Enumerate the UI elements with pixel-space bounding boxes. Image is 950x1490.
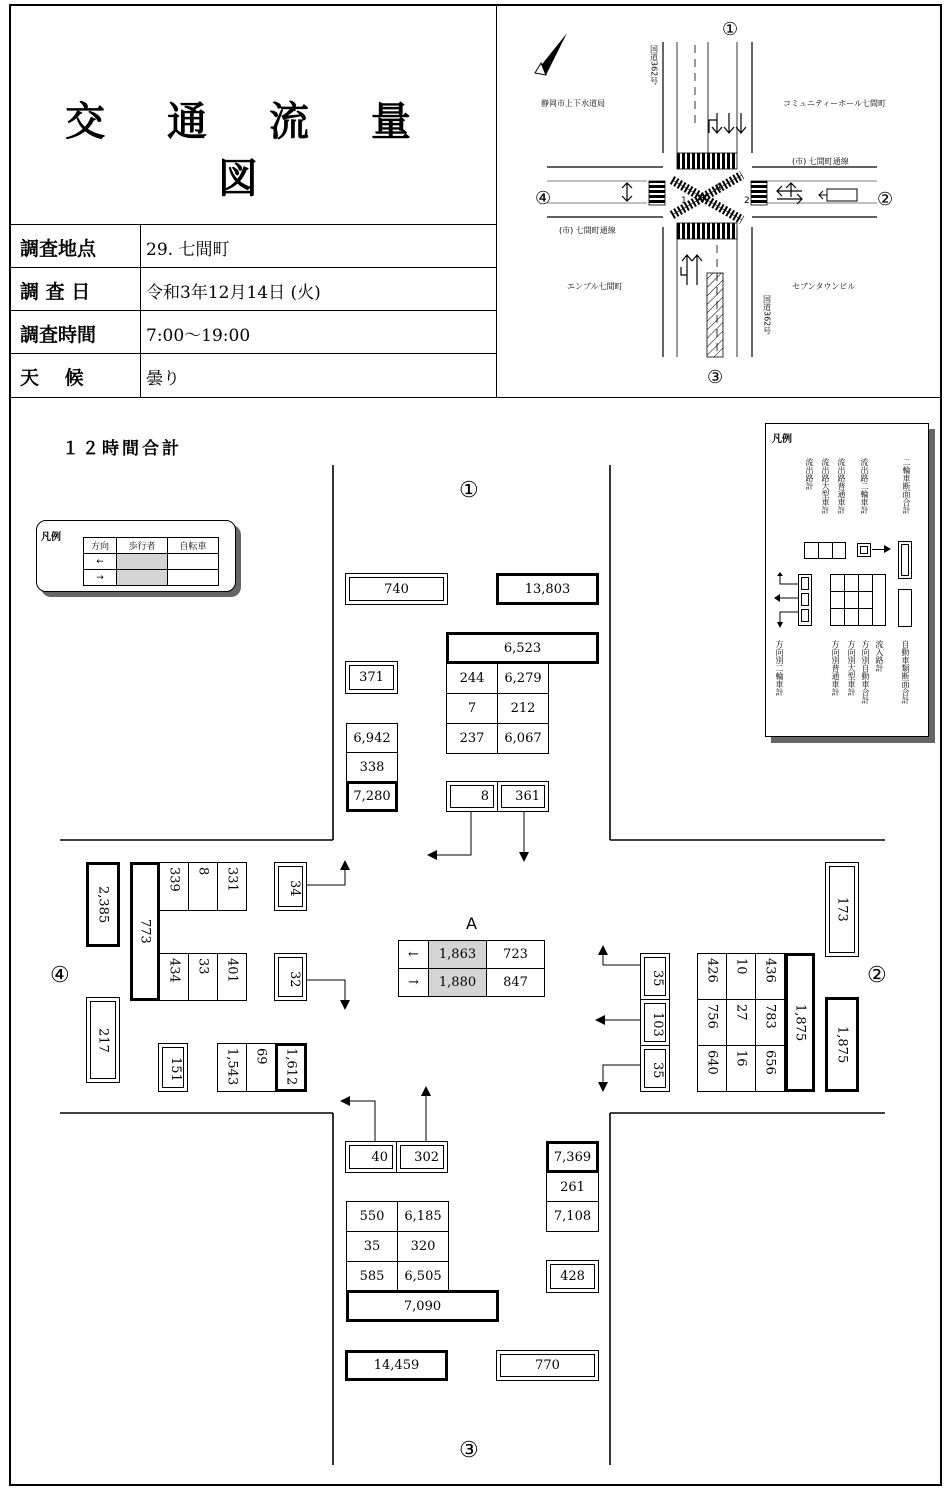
vlegend-bottom-3: 方向別自動車合計 (861, 640, 870, 704)
west-section-auto: 2,385 (86, 862, 120, 947)
north-out-normal: 740 (345, 573, 448, 605)
ped-row1-dir: ← (398, 940, 429, 969)
node-label: A (466, 914, 477, 933)
map-bldg-nw: 静岡市上下水道局 (541, 99, 605, 108)
map-circle-3: ③ (707, 367, 724, 388)
vlegend-bottom-2: 方向別大型車計 (847, 640, 856, 696)
north-grid-0-0: 244 (446, 663, 498, 694)
vlegend-bottom-4: 流入路計 (875, 640, 884, 672)
vlegend-dir-arrows-icon (774, 572, 800, 630)
vlegend-arrowhead-icon (884, 545, 891, 553)
east-two-dir-1: 103 (640, 999, 670, 1046)
map-bldg-se: セブンタウンビル (792, 282, 856, 291)
south-section-two: 770 (496, 1350, 599, 1381)
east-section-auto: 1,875 (825, 997, 859, 1092)
east-two-dir-2: 35 (640, 1045, 670, 1092)
west-grid-bottom-1: 33 (188, 953, 218, 1001)
ped-legend-title: 凡例 (41, 532, 61, 543)
east-grid-2-0: 640 (697, 1045, 727, 1092)
west-grid-top-1: 8 (188, 862, 218, 911)
west-outflow-total: 1,612 (275, 1043, 307, 1092)
ped-legend-r1: ← (84, 554, 117, 570)
map-circle-1: ① (722, 19, 739, 40)
north-grid-1-0: 7 (446, 693, 498, 724)
info-label-weather: 天 候 (20, 367, 84, 389)
info-value-weather: 曇り (146, 369, 180, 389)
east-section-two: 173 (825, 862, 859, 957)
vlegend-outflow-boxes (804, 542, 846, 559)
map-bldg-sw: エンブル七間町 (567, 282, 623, 291)
west-two-bottom: 32 (274, 953, 307, 1001)
east-grid-1-2: 783 (755, 999, 785, 1046)
west-grid-top-0: 339 (159, 862, 189, 911)
map-bldg-ne: コミュニティーホール七間町 (783, 99, 887, 108)
north-two-dir-1: 361 (497, 781, 549, 812)
ped-legend-r2-ped (117, 570, 168, 586)
ped-row2-ped: 1,880 (428, 968, 487, 997)
east-grid-1-1: 27 (726, 999, 756, 1046)
ped-row1-ped: 1,863 (428, 940, 487, 969)
east-grid-0-2: 436 (755, 953, 785, 1000)
east-grid-2-2: 656 (755, 1045, 785, 1092)
ped-legend-table (83, 537, 219, 586)
map-circle-2: ② (877, 189, 894, 210)
east-in-total: 1,875 (785, 953, 815, 1092)
south-grid-0-0: 550 (346, 1201, 398, 1232)
map-route-top: 国道362号 (649, 45, 659, 85)
vlegend-top-4: 二輪車断面合計 (902, 458, 911, 514)
north-two-dir-0: 8 (446, 781, 498, 812)
west-outflow-normal: 1,543 (217, 1043, 247, 1092)
approach-3-label: ③ (459, 1438, 479, 1463)
info-value-time: 7:00～19:00 (146, 326, 251, 346)
ped-legend-r1-ped (117, 554, 168, 570)
east-grid-1-0: 756 (697, 999, 727, 1046)
south-grid-2-1: 6,505 (397, 1261, 449, 1292)
south-outflow-total: 7,369 (546, 1141, 599, 1173)
ped-legend-r2-bike (168, 570, 219, 586)
ped-legend-h-dir: 方向 (84, 538, 117, 554)
ped-legend-r2: → (84, 570, 117, 586)
north-grid-0-1: 6,279 (497, 663, 549, 694)
ped-legend-r1-bike (168, 554, 219, 570)
vlegend-dir-two-boxes (798, 574, 812, 626)
west-grid-top-2: 331 (217, 862, 247, 911)
west-outflow-large: 69 (246, 1043, 276, 1092)
map-street-w: (市) 七間町通線 (559, 226, 616, 235)
east-grid-0-0: 426 (697, 953, 727, 1000)
vlegend-bottom-5: 自動車類断面合計 (901, 640, 910, 704)
west-section-two: 217 (86, 997, 120, 1083)
east-grid-0-1: 10 (726, 953, 756, 1000)
map-cross-1: 1 (681, 196, 687, 206)
north-grid-1-1: 212 (497, 693, 549, 724)
ped-legend-h-bike: 自転車 (168, 538, 219, 554)
vlegend-twowheel-box (857, 543, 871, 557)
west-grid-bottom-0: 434 (159, 953, 189, 1001)
east-two-dir-0: 35 (640, 953, 670, 1000)
west-in-total: 773 (130, 862, 160, 1001)
south-grid-2-0: 585 (346, 1261, 398, 1292)
vlegend-section-two-box (898, 541, 912, 579)
vlegend-top-0: 流出路計 (805, 458, 814, 490)
north-outflow-normal: 6,942 (346, 723, 398, 753)
map-node-label: A (715, 183, 722, 193)
south-two-out: 428 (546, 1260, 599, 1293)
south-grid-1-0: 35 (346, 1231, 398, 1262)
north-two-out: 371 (345, 661, 398, 694)
north-in-total: 6,523 (446, 632, 599, 664)
info-label-time: 調査時間 (20, 324, 97, 346)
diagram-heading: １２時間合計 (62, 439, 182, 459)
west-grid-bottom-2: 401 (217, 953, 247, 1001)
ped-legend (36, 520, 236, 592)
south-two-dir-1: 302 (396, 1141, 448, 1173)
north-grid-2-1: 6,067 (497, 723, 549, 754)
south-grid-1-1: 320 (397, 1231, 449, 1262)
south-section-auto: 14,459 (345, 1350, 448, 1381)
south-outflow-normal: 7,108 (546, 1201, 599, 1232)
south-in-total: 7,090 (346, 1290, 499, 1322)
north-outflow-large: 338 (346, 752, 398, 782)
ped-legend-h-ped: 歩行者 (117, 538, 168, 554)
south-grid-0-1: 6,185 (397, 1201, 449, 1232)
south-two-dir-0: 40 (345, 1141, 397, 1173)
ped-row1-bike: 723 (486, 940, 545, 969)
map-street-e: (市) 七間町通線 (792, 157, 849, 166)
vlegend-top-2: 流出路普通車計 (837, 458, 846, 514)
vlegend-top-3: 流出路二輪車計 (860, 458, 869, 514)
info-value-location: 29. 七間町 (146, 240, 230, 260)
vlegend-bottom-0: 方向別二輪車計 (775, 640, 784, 696)
vlegend (765, 423, 929, 737)
info-value-date: 令和3年12月14日 (火) (146, 283, 321, 303)
approach-1-label: ① (459, 478, 479, 503)
north-section-auto: 13,803 (496, 573, 599, 605)
vlegend-grid (830, 574, 886, 626)
east-grid-2-1: 16 (726, 1045, 756, 1092)
map-circle-4: ④ (535, 188, 552, 209)
ped-row2-dir: → (398, 968, 429, 997)
vlegend-bottom-1: 方向別普通車計 (831, 640, 840, 696)
vlegend-top-1: 流出路大型車計 (821, 458, 830, 514)
south-outflow-large: 261 (546, 1172, 599, 1202)
ped-row2-bike: 847 (486, 968, 545, 997)
map-cross-2: 2 (744, 196, 750, 206)
north-grid-2-0: 237 (446, 723, 498, 754)
info-label-date: 調 査 日 (20, 281, 91, 303)
west-two-top: 34 (274, 862, 307, 911)
approach-4-label: ④ (50, 963, 70, 988)
vlegend-title: 凡例 (772, 434, 792, 445)
vlegend-section-auto-box (898, 589, 912, 627)
page-title: 交 通 流 量 図 (65, 99, 435, 202)
west-two-out: 151 (158, 1043, 188, 1092)
north-outflow-total: 7,280 (346, 781, 398, 812)
approach-2-label: ② (867, 963, 887, 988)
info-label-location: 調査地点 (20, 238, 97, 260)
map-route-bottom: 国道362号 (762, 295, 772, 335)
